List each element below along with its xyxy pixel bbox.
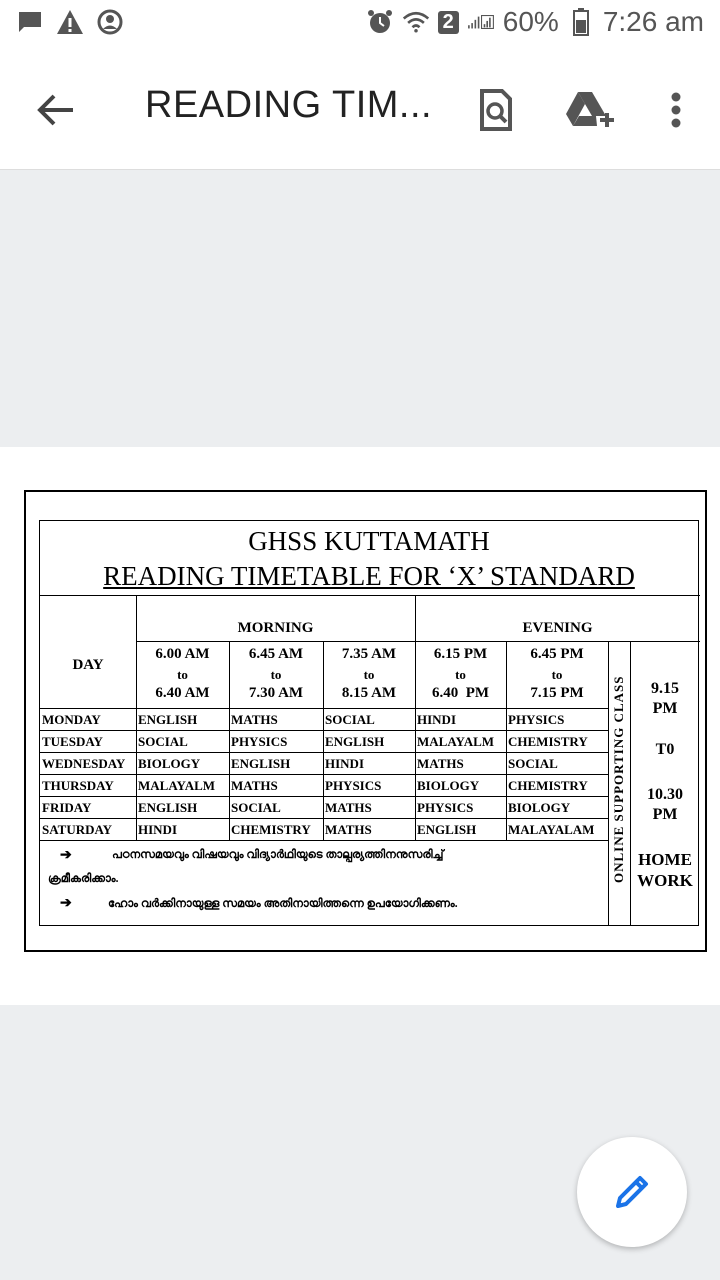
subject-cell: ENGLISH (138, 712, 198, 727)
school-name: GHSS KUTTAMATH (248, 526, 490, 556)
day-header: DAY (72, 657, 104, 673)
clock: 7:26 am (602, 6, 704, 37)
subject-cell: MATHS (231, 712, 278, 727)
day-cell: SATURDAY (42, 822, 113, 837)
slot-header: 6.15 PM to 6.40 PM (431, 646, 490, 701)
timetable-heading: READING TIMETABLE FOR ‘X’ STANDARD (103, 561, 635, 591)
document-page (0, 447, 720, 1005)
day-cell: TUESDAY (42, 734, 103, 749)
document-search-icon (479, 88, 513, 132)
subject-cell: HINDI (325, 756, 365, 771)
subject-cell: PHYSICS (417, 800, 474, 815)
subject-cell: BIOLOGY (417, 778, 480, 793)
signal-icon (467, 8, 495, 36)
subject-cell: CHEMISTRY (231, 822, 311, 837)
document-frame (24, 490, 707, 952)
timetable (39, 520, 699, 926)
subject-cell: PHYSICS (325, 778, 382, 793)
subject-cell: SOCIAL (138, 734, 188, 749)
note-arrow-icon: ➔ (60, 848, 72, 863)
slot-header: 6.00 AM to 6.40 AM (155, 646, 210, 701)
morning-header: MORNING (237, 620, 314, 636)
drive-add-icon (564, 88, 616, 132)
homework-label: HOME WORK (637, 850, 693, 890)
subject-cell: ENGLISH (417, 822, 477, 837)
find-in-document-button[interactable] (468, 82, 524, 138)
subject-cell: MATHS (325, 822, 372, 837)
account-icon (96, 8, 124, 36)
online-class-to: T0 (655, 741, 675, 758)
alarm-icon (366, 8, 394, 36)
day-cell: WEDNESDAY (42, 756, 126, 771)
battery-icon (567, 8, 595, 36)
subject-cell: MATHS (417, 756, 464, 771)
subject-cell: PHYSICS (508, 712, 565, 727)
status-bar (0, 0, 720, 48)
note-line-1: പഠനസമയവും വിഷയവും വിദ്യാർഥിയുടെ താല്പര്യത്തിനനുസരിച്ച് (112, 849, 444, 861)
subject-cell: MALAYALM (417, 734, 495, 749)
subject-cell: BIOLOGY (508, 800, 571, 815)
pencil-icon (612, 1172, 652, 1212)
add-to-drive-button[interactable] (562, 82, 618, 138)
edit-fab-button[interactable] (577, 1137, 687, 1247)
note-line-2: ക്രമീകരിക്കാം. (48, 873, 119, 885)
day-cell: FRIDAY (42, 800, 92, 815)
subject-cell: MATHS (325, 800, 372, 815)
back-button[interactable] (30, 84, 82, 136)
subject-cell: SOCIAL (508, 756, 558, 771)
app-bar (0, 48, 720, 170)
subject-cell: BIOLOGY (138, 756, 201, 771)
note-line-3: ഹോം വർക്കിനായുള്ള സമയം അതിനായിത്തന്നെ ഉപയോഗിക്കണം. (108, 898, 458, 910)
more-options-button[interactable] (648, 82, 704, 138)
online-class-end-time: 10.30 PM (647, 786, 683, 823)
message-icon (16, 8, 44, 36)
subject-cell: MALAYALM (138, 778, 216, 793)
subject-cell: ENGLISH (231, 756, 291, 771)
subject-cell: SOCIAL (325, 712, 375, 727)
back-arrow-icon (37, 93, 75, 127)
subject-cell: CHEMISTRY (508, 734, 588, 749)
slot-header: 6.45 PM to 7.15 PM (530, 646, 584, 701)
battery-percent: 60% (502, 6, 559, 37)
day-cell: THURSDAY (42, 778, 114, 793)
subject-cell: SOCIAL (231, 800, 281, 815)
subject-cell: PHYSICS (231, 734, 288, 749)
note-arrow-icon: ➔ (60, 896, 72, 911)
subject-cell: CHEMISTRY (508, 778, 588, 793)
online-class-time: 9.15 PM (651, 680, 679, 717)
wifi-icon (402, 8, 430, 36)
page-title: READING TIM... (145, 84, 433, 126)
subject-cell: ENGLISH (325, 734, 385, 749)
slot-header: 6.45 AM to 7.30 AM (248, 646, 304, 701)
subject-cell: ENGLISH (138, 800, 198, 815)
slot-header: 7.35 AM to 8.15 AM (341, 646, 397, 701)
subject-cell: HINDI (417, 712, 457, 727)
more-vert-icon (670, 92, 682, 128)
subject-cell: HINDI (138, 822, 178, 837)
online-class-label: ONLINE SUPPORTING CLASS (611, 675, 626, 883)
subject-cell: MATHS (231, 778, 278, 793)
sim-badge: 2 (438, 11, 459, 34)
subject-cell: MALAYALAM (508, 822, 595, 837)
day-cell: MONDAY (42, 712, 101, 727)
warning-icon (56, 8, 84, 36)
evening-header: EVENING (522, 620, 593, 636)
